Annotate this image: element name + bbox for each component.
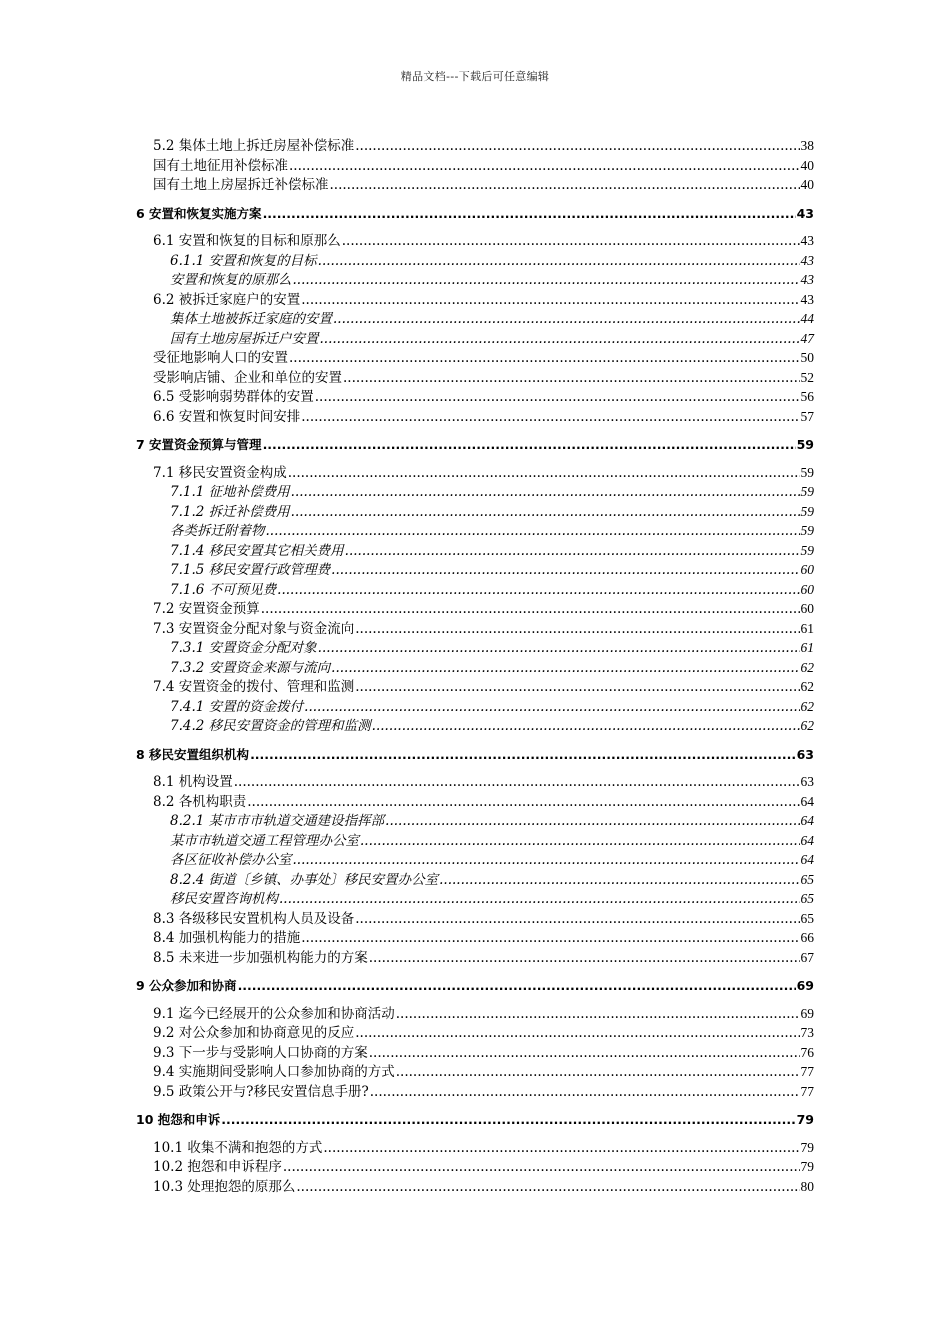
toc-entry-title: 6.1.1 安置和恢复的目标	[170, 252, 317, 269]
toc-entry[interactable]	[170, 716, 814, 735]
toc-entry-page: 62	[800, 679, 814, 694]
toc-entry[interactable]	[170, 482, 814, 501]
toc-entry-title: 9 公众参加和协商	[136, 978, 237, 993]
toc-leader-dots	[369, 949, 800, 968]
page-header: 精品文档---下载后可任意编辑	[400, 70, 550, 83]
toc-entry-page: 73	[800, 1025, 814, 1040]
toc-leader-dots	[355, 137, 799, 156]
toc-entry[interactable]	[153, 156, 814, 175]
toc-entry-title: 集体土地被拆迁家庭的安置	[170, 311, 332, 327]
toc-entry[interactable]	[153, 231, 814, 250]
toc-entry-title: 国有土地房屋拆迁户安置	[170, 330, 319, 347]
toc-entry-page: 62	[800, 698, 814, 714]
toc-entry[interactable]	[153, 1138, 814, 1157]
toc-leader-dots	[221, 1110, 795, 1129]
toc-leader-dots	[323, 1139, 799, 1158]
toc-entry-page: 57	[800, 408, 814, 424]
toc-entry-page: 79	[796, 1112, 814, 1127]
toc-entry[interactable]	[136, 1110, 814, 1129]
toc-entry[interactable]	[153, 136, 814, 155]
toc-entry-title: 8 移民安置组织机构	[136, 746, 250, 762]
toc-entry-title: 7.2 安置资金预算	[153, 601, 260, 617]
toc-entry-title: 6.6 安置和恢复时间安排	[153, 408, 301, 425]
toc-entry-title: 8.1 机构设置	[153, 774, 233, 790]
toc-leader-dots	[261, 600, 800, 619]
toc-leader-dots	[277, 581, 799, 600]
toc-entry-title: 6.5 受影响弱势群体的安置	[153, 389, 314, 405]
toc-entry-page: 40	[800, 157, 814, 173]
toc-entry-page: 79	[800, 1139, 814, 1155]
toc-entry-page: 61	[800, 640, 814, 655]
toc-leader-dots	[396, 1005, 800, 1024]
toc-entry-title: 9.3 下一步与受影响人口协商的方案	[153, 1044, 368, 1061]
toc-entry-title: 8.2 各机构职责	[153, 793, 247, 810]
toc-entry-page: 62	[800, 718, 814, 733]
toc-entry-title: 7.1.2 拆迁补偿费用	[170, 503, 290, 520]
toc-entry[interactable]	[153, 909, 814, 928]
toc-entry-title: 7.1 移民安置资金构成	[153, 464, 287, 481]
toc-entry-title: 各类拆迁附着物	[170, 523, 265, 539]
toc-entry[interactable]	[153, 1004, 814, 1023]
toc-entry-page: 77	[800, 1083, 814, 1099]
toc-leader-dots	[288, 464, 800, 483]
toc-entry-page: 59	[800, 503, 814, 519]
toc-leader-dots	[263, 435, 796, 454]
toc-leader-dots	[250, 745, 796, 764]
toc-leader-dots	[266, 522, 800, 541]
toc-leader-dots	[296, 1178, 799, 1197]
toc-entry[interactable]	[153, 175, 814, 194]
toc-entry[interactable]	[170, 541, 814, 560]
toc-entry-page: 64	[800, 813, 814, 828]
toc-entry[interactable]	[170, 870, 814, 889]
toc-leader-dots	[342, 232, 800, 251]
toc-entry-title: 国有土地征用补偿标准	[153, 157, 288, 174]
toc-leader-dots	[304, 698, 799, 717]
toc-entry-title: 7 安置资金预算与管理	[136, 437, 262, 452]
toc-leader-dots	[238, 976, 796, 995]
toc-entry-title: 9.2 对公众参加和协商意见的反应	[153, 1025, 355, 1041]
toc-entry-page: 44	[800, 311, 814, 326]
toc-leader-dots	[372, 717, 800, 736]
toc-entry-title: 7.3.1 安置资金分配对象	[170, 640, 317, 656]
toc-entry[interactable]	[136, 745, 814, 764]
toc-entry-page: 80	[800, 1178, 814, 1194]
toc-entry-title: 各区征收补偿办公室	[170, 852, 292, 868]
toc-entry-page: 59	[800, 523, 814, 538]
toc-leader-dots	[333, 310, 800, 329]
toc-entry-page: 47	[800, 330, 814, 346]
toc-entry[interactable]	[153, 387, 814, 406]
toc-entry-title: 8.2.1 某市市市轨道交通建设指挥部	[170, 813, 385, 829]
toc-entry-page: 67	[800, 949, 814, 965]
toc-entry-page: 63	[796, 746, 814, 762]
toc-entry[interactable]	[153, 948, 814, 967]
toc-leader-dots	[301, 291, 799, 310]
toc-entry[interactable]	[153, 463, 814, 482]
toc-entry[interactable]	[170, 329, 814, 348]
toc-leader-dots	[345, 542, 800, 561]
toc-entry-page: 60	[800, 581, 814, 597]
toc-entry-title: 7.3 安置资金分配对象与资金流向	[153, 620, 355, 637]
toc-entry-page: 43	[800, 252, 814, 268]
toc-entry[interactable]	[170, 831, 814, 850]
toc-entry[interactable]	[170, 889, 814, 908]
toc-entry-page: 63	[800, 774, 814, 789]
toc-entry[interactable]	[153, 1157, 814, 1176]
toc-leader-dots	[315, 388, 800, 407]
toc-entry[interactable]	[170, 658, 814, 677]
toc-leader-dots	[385, 812, 799, 831]
toc-entry[interactable]	[153, 619, 814, 638]
toc-entry-page: 43	[800, 272, 814, 287]
toc-entry-page: 65	[800, 891, 814, 906]
toc-entry-title: 7.4.2 移民安置资金的管理和监测	[170, 718, 371, 734]
toc-entry[interactable]	[153, 1177, 814, 1196]
toc-entry-title: 10 抱怨和申诉	[136, 1112, 221, 1127]
toc-entry-page: 43	[800, 233, 814, 248]
toc-entry-page: 64	[800, 852, 814, 867]
toc-entry-title: 6.2 被拆迁家庭户的安置	[153, 291, 301, 308]
toc-entry-page: 43	[796, 205, 814, 221]
toc-leader-dots	[355, 620, 799, 639]
toc-leader-dots	[318, 639, 800, 658]
toc-leader-dots	[370, 1083, 800, 1102]
toc-entry[interactable]	[136, 435, 814, 454]
toc-entry-title: 8.2.4 街道〔乡镇、办事处〕移民安置办公室	[170, 871, 439, 888]
toc-leader-dots	[331, 659, 799, 678]
toc-leader-dots	[331, 561, 799, 580]
toc-entry[interactable]	[153, 928, 814, 947]
toc-entry-page: 79	[800, 1159, 814, 1174]
toc-entry-title: 10.2 抱怨和申诉程序	[153, 1159, 282, 1175]
toc-leader-dots	[360, 832, 800, 851]
toc-entry-title: 7.1.1 征地补偿费用	[170, 484, 290, 500]
toc-entry-title: 7.1.4 移民安置其它相关费用	[170, 542, 344, 559]
toc-entry[interactable]	[153, 1043, 814, 1062]
toc-leader-dots	[301, 408, 799, 427]
toc-entry-page: 64	[800, 793, 814, 809]
toc-entry-title: 10.3 处理抱怨的原那么	[153, 1178, 296, 1195]
toc-leader-dots	[293, 851, 800, 870]
toc-entry[interactable]	[153, 677, 814, 696]
toc-entry[interactable]	[170, 560, 814, 579]
toc-entry-title: 9.5 政策公开与?移民安置信息手册?	[153, 1083, 369, 1100]
toc-entry[interactable]	[170, 502, 814, 521]
toc-entry-title: 6.1 安置和恢复的目标和原那么	[153, 233, 341, 249]
toc-entry-title: 7.4 安置资金的拨付、管理和监测	[153, 679, 355, 695]
toc-entry[interactable]	[153, 599, 814, 618]
toc-entry[interactable]	[153, 368, 814, 387]
toc-entry-title: 5.2 集体土地上拆迁房屋补偿标准	[153, 138, 355, 154]
toc-entry[interactable]	[170, 521, 814, 540]
toc-entry[interactable]	[153, 290, 814, 309]
toc-leader-dots	[396, 1063, 800, 1082]
toc-entry-page: 59	[796, 437, 814, 452]
toc-leader-dots	[439, 871, 799, 890]
toc-leader-dots	[291, 483, 800, 502]
toc-entry-page: 59	[800, 464, 814, 480]
toc-leader-dots	[293, 271, 800, 290]
toc-entry-page: 60	[800, 562, 814, 577]
toc-leader-dots	[289, 157, 800, 176]
toc-entry-page: 64	[800, 832, 814, 848]
toc-entry[interactable]	[170, 309, 814, 328]
toc-entry[interactable]	[170, 638, 814, 657]
toc-entry-title: 8.4 加强机构能力的措施	[153, 930, 301, 946]
toc-leader-dots	[301, 929, 799, 948]
toc-entry[interactable]	[170, 850, 814, 869]
toc-entry-title: 受征地影响人口的安置	[153, 350, 288, 366]
toc-entry-page: 65	[800, 910, 814, 926]
toc-entry[interactable]	[153, 1062, 814, 1081]
toc-leader-dots	[318, 252, 800, 271]
toc-entry[interactable]	[136, 204, 814, 223]
toc-entry[interactable]	[170, 697, 814, 716]
toc-entry-page: 59	[800, 484, 814, 499]
toc-leader-dots	[283, 1158, 800, 1177]
toc-entry[interactable]	[170, 811, 814, 830]
toc-leader-dots	[263, 204, 796, 223]
toc-leader-dots	[355, 678, 799, 697]
toc-entry-page: 43	[800, 291, 814, 307]
toc-entry-title: 安置和恢复的原那么	[170, 272, 292, 288]
toc-entry-page: 69	[796, 978, 814, 993]
toc-entry-title: 9.4 实施期间受影响人口参加协商的方式	[153, 1064, 395, 1080]
toc-leader-dots	[291, 503, 800, 522]
toc-entry-title: 9.1 迄今已经展开的公众参加和协商活动	[153, 1005, 395, 1022]
toc-entry-page: 61	[800, 620, 814, 636]
toc-entry[interactable]	[170, 251, 814, 270]
toc-leader-dots	[279, 890, 800, 909]
toc-entry-title: 10.1 收集不满和抱怨的方式	[153, 1139, 323, 1156]
toc-entry-page: 50	[800, 350, 814, 365]
toc-entry[interactable]	[170, 580, 814, 599]
toc-entry-title: 7.1.5 移民安置行政管理费	[170, 562, 331, 578]
toc-entry-page: 38	[800, 138, 814, 153]
toc-entry[interactable]	[153, 1082, 814, 1101]
toc-entry-title: 7.1.6 不可预见费	[170, 581, 277, 598]
toc-entry-title: 国有土地上房屋拆迁补偿标准	[153, 177, 329, 193]
toc-entry[interactable]	[153, 407, 814, 426]
toc-entry-page: 62	[800, 659, 814, 675]
toc-entry[interactable]	[153, 792, 814, 811]
toc-leader-dots	[330, 176, 800, 195]
toc-leader-dots	[289, 349, 800, 368]
toc-entry-title: 某市市轨道交通工程管理办公室	[170, 832, 359, 849]
toc-entry-page: 59	[800, 542, 814, 558]
toc-entry[interactable]	[153, 1023, 814, 1042]
toc-entry-page: 60	[800, 601, 814, 616]
toc-entry-title: 8.3 各级移民安置机构人员及设备	[153, 910, 355, 927]
toc-entry[interactable]	[153, 772, 814, 791]
toc-leader-dots	[320, 330, 800, 349]
toc-entry-title: 7.3.2 安置资金来源与流向	[170, 659, 331, 676]
toc-entry-title: 6 安置和恢复实施方案	[136, 205, 262, 221]
toc-entry-page: 40	[800, 177, 814, 192]
toc-entry-title: 8.5 未来进一步加强机构能力的方案	[153, 949, 368, 966]
toc-leader-dots	[355, 910, 799, 929]
toc-leader-dots	[343, 369, 800, 388]
toc-entry-page: 56	[800, 389, 814, 404]
toc-entry-page: 52	[800, 369, 814, 385]
toc-entry-title: 移民安置咨询机构	[170, 891, 278, 907]
toc-entry[interactable]	[136, 976, 814, 995]
toc-entry[interactable]	[153, 348, 814, 367]
toc-entry-title: 受影响店铺、企业和单位的安置	[153, 369, 342, 386]
toc-entry-page: 65	[800, 871, 814, 887]
toc-entry[interactable]	[170, 270, 814, 289]
toc-leader-dots	[247, 793, 799, 812]
toc-entry-page: 69	[800, 1005, 814, 1021]
toc-leader-dots	[355, 1024, 799, 1043]
toc-leader-dots	[369, 1044, 800, 1063]
toc-entry-page: 66	[800, 930, 814, 945]
toc-entry-page: 76	[800, 1044, 814, 1060]
toc-entry-title: 7.4.1 安置的资金拨付	[170, 698, 304, 715]
toc-entry-page: 77	[800, 1064, 814, 1079]
toc-leader-dots	[234, 773, 800, 792]
